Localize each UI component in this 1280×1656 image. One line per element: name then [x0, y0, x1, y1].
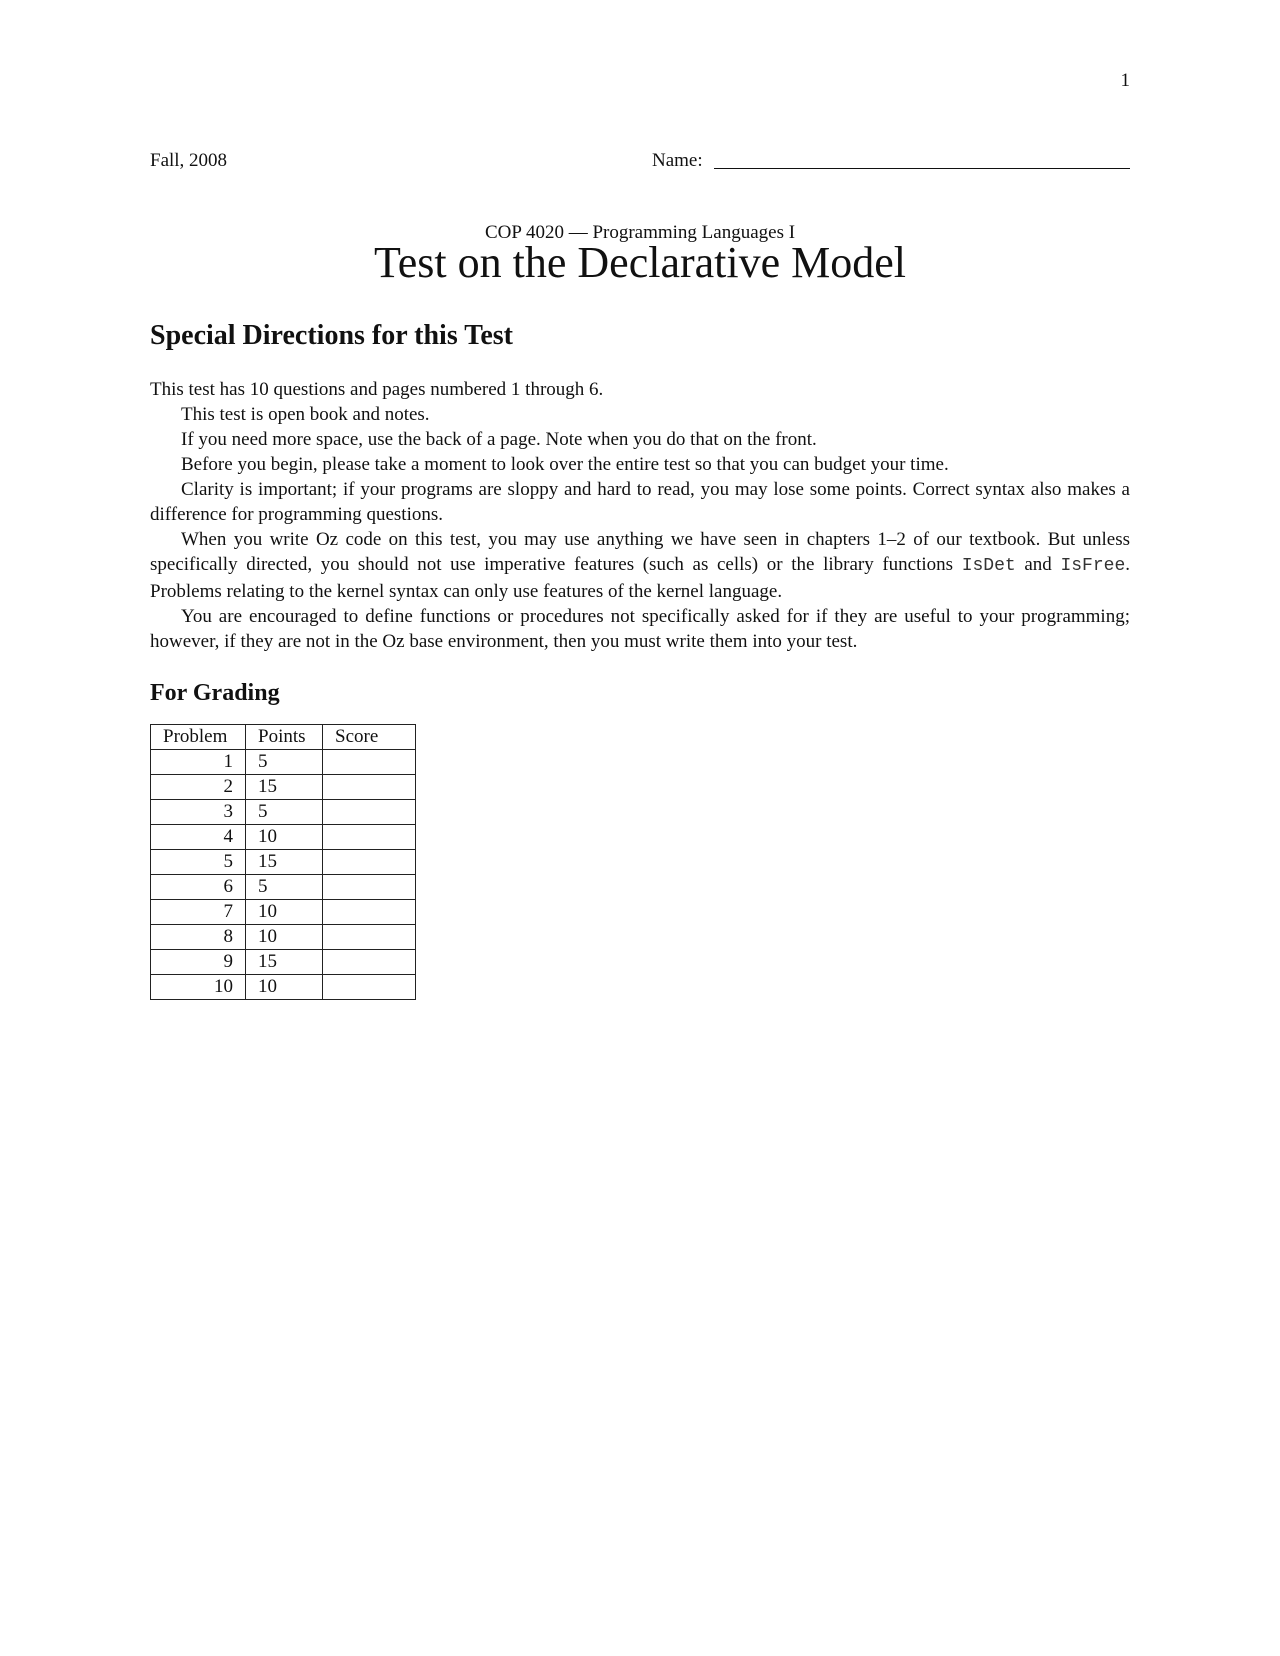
problem-cell: 5 [151, 850, 246, 875]
score-cell [323, 925, 416, 950]
column-header-problem: Problem [151, 725, 246, 750]
problem-cell: 2 [151, 775, 246, 800]
score-cell [323, 850, 416, 875]
problem-cell: 6 [151, 875, 246, 900]
points-cell: 10 [246, 825, 323, 850]
score-cell [323, 975, 416, 1000]
points-cell: 15 [246, 950, 323, 975]
code-isfree: IsFree [1060, 556, 1126, 576]
points-cell: 15 [246, 775, 323, 800]
semester-label: Fall, 2008 [150, 150, 228, 171]
table-row [151, 900, 416, 925]
name-label: Name: [652, 150, 703, 171]
score-cell [323, 825, 416, 850]
problem-cell: 9 [151, 950, 246, 975]
problem-cell: 3 [151, 800, 246, 825]
header-row [150, 150, 1130, 176]
oz-code-paragraph [150, 527, 1130, 604]
oz-text-part: When you write Oz code on this test, you may use anything we have seen in chapters 1–2 of our textbook. But unless specifically directed, you should not use imperative features (such as cells) or the library functions [150, 529, 1130, 575]
problem-cell: 4 [151, 825, 246, 850]
table-row [151, 850, 416, 875]
name-field [652, 150, 1130, 172]
special-directions-heading: Special Directions for this Test [150, 320, 513, 351]
points-cell: 10 [246, 925, 323, 950]
grading-table [150, 724, 416, 1000]
problem-cell: 10 [151, 975, 246, 1000]
direction-paragraph: Clarity is important; if your programs are sloppy and hard to read, you may lose some points. Correct syntax also makes a difference for programming questions. [150, 479, 1130, 525]
points-cell: 10 [246, 975, 323, 1000]
direction-paragraph: This test is open book and notes. [181, 404, 430, 425]
table-row [151, 925, 416, 950]
name-blank-line [714, 168, 1130, 169]
points-cell: 5 [246, 875, 323, 900]
course-title: COP 4020 — Programming Languages I [484, 222, 796, 243]
table-row [151, 950, 416, 975]
score-cell [323, 950, 416, 975]
points-cell: 5 [246, 800, 323, 825]
oz-text-part: . Problems relating to the kernel syntax can only use features of the kernel language. [150, 554, 1130, 602]
page-number: 1 [1120, 70, 1130, 91]
table-row [151, 800, 416, 825]
table-row [151, 775, 416, 800]
column-header-score: Score [323, 725, 416, 750]
score-cell [323, 800, 416, 825]
points-cell: 10 [246, 900, 323, 925]
table-row [151, 750, 416, 775]
problem-cell: 1 [151, 750, 246, 775]
direction-paragraph: This test has 10 questions and pages numbered 1 through 6. [150, 379, 604, 400]
direction-paragraph: If you need more space, use the back of a page. Note when you do that on the front. [181, 429, 817, 450]
points-cell: 15 [246, 850, 323, 875]
score-cell [323, 875, 416, 900]
grading-heading: For Grading [150, 680, 280, 706]
points-cell: 5 [246, 750, 323, 775]
directions-body [150, 377, 1130, 654]
score-cell [323, 900, 416, 925]
score-cell [323, 775, 416, 800]
oz-text-part: and [1015, 554, 1061, 575]
direction-paragraph: You are encouraged to define functions or procedures not specifically asked for if they are useful to your programming; however, if they are not in the Oz base environment, then you must write them into your test. [150, 606, 1130, 652]
table-header-row [151, 725, 416, 750]
table-row [151, 825, 416, 850]
score-cell [323, 750, 416, 775]
table-row [151, 875, 416, 900]
table-row [151, 975, 416, 1000]
column-header-points: Points [246, 725, 323, 750]
direction-paragraph: Before you begin, please take a moment to look over the entire test so that you can budget your time. [181, 454, 949, 475]
code-isdet: IsDet [961, 556, 1016, 576]
page-title: Test on the Declarative Model [373, 238, 907, 287]
problem-cell: 7 [151, 900, 246, 925]
problem-cell: 8 [151, 925, 246, 950]
